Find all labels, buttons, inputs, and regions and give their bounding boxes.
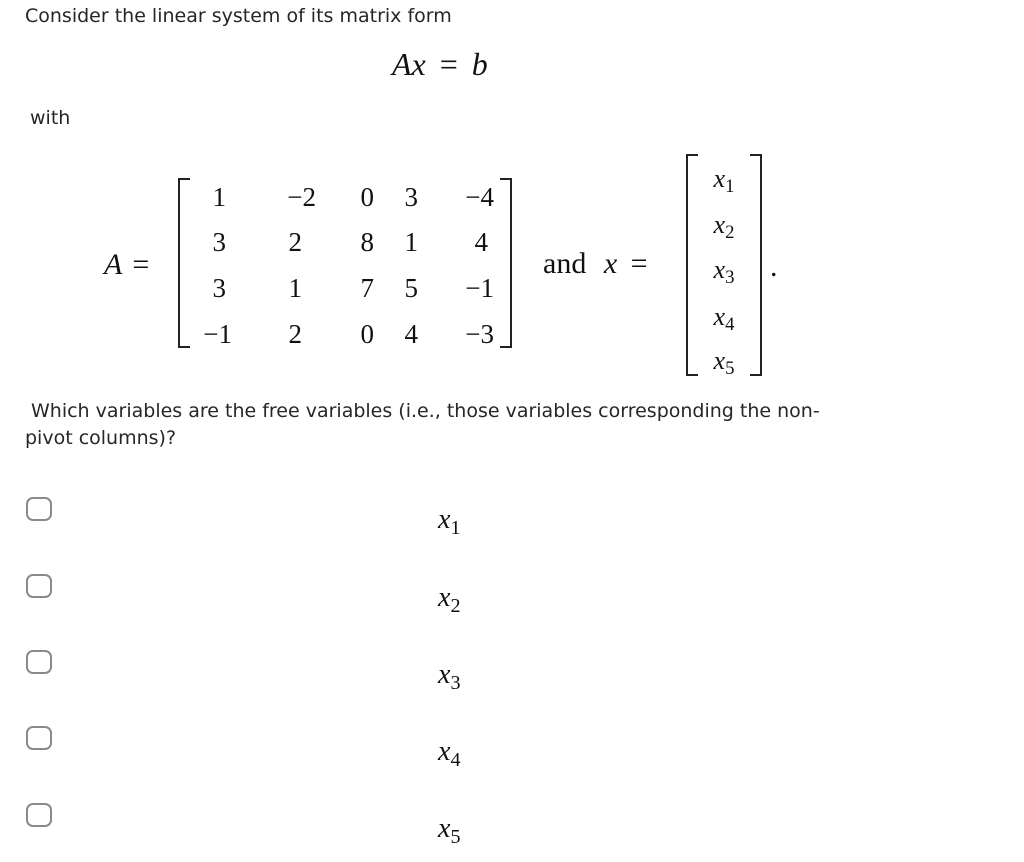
system-equation <box>392 46 488 83</box>
matrix-cell: 0 <box>360 182 374 212</box>
question-line-2: pivot columns)? <box>25 427 177 449</box>
option-label: $x_2$ <box>438 582 461 617</box>
checkbox-x1[interactable] <box>26 497 52 521</box>
matrix-cell: 4 <box>474 227 488 257</box>
option-label: $x_5$ <box>438 813 461 848</box>
vector-entry: $x_3$ <box>713 255 735 289</box>
equation-equals: = <box>439 46 458 82</box>
with-text: with <box>30 107 71 129</box>
vector-entry: $x_5$ <box>713 346 735 380</box>
intro-text: Consider the linear system of its matrix form <box>25 5 452 27</box>
option-label: $x_4$ <box>438 736 461 771</box>
option-label: $x_1$ <box>438 504 461 539</box>
matrix-cell: −1 <box>465 273 494 303</box>
matrix-cell: −1 <box>203 319 232 349</box>
matrix-label: A = <box>104 248 150 281</box>
matrix-cell: 3 <box>404 182 418 212</box>
matrix-cell: 0 <box>360 319 374 349</box>
option-x5[interactable] <box>26 803 726 848</box>
and-x-equals <box>543 247 648 281</box>
equation-x: x <box>411 46 426 82</box>
x-equals: = <box>630 247 648 280</box>
matrix-cell: 7 <box>360 273 374 303</box>
matrix-cell: 2 <box>288 227 302 257</box>
matrix-cell: 8 <box>360 227 374 257</box>
checkbox-x4[interactable] <box>26 726 52 750</box>
option-x3[interactable] <box>26 650 726 694</box>
matrix-cell: 4 <box>404 319 418 349</box>
vector-entry: $x_2$ <box>713 210 735 244</box>
vector-entry: $x_1$ <box>713 164 735 198</box>
option-label: $x_3$ <box>438 659 461 694</box>
equation-A: A <box>392 46 412 82</box>
matrix-A <box>178 178 512 348</box>
and-text: and <box>543 247 587 280</box>
checkbox-x5[interactable] <box>26 803 52 827</box>
option-x1[interactable] <box>26 497 726 537</box>
x-label: x <box>603 247 618 280</box>
matrix-cell: 5 <box>404 273 418 303</box>
matrix-cell: 1 <box>288 273 302 303</box>
question-text <box>25 398 1005 452</box>
matrix-cell: −4 <box>465 182 494 212</box>
matrix-cell: 2 <box>288 319 302 349</box>
checkbox-x2[interactable] <box>26 574 52 598</box>
matrix-cell: 1 <box>404 227 418 257</box>
option-x4[interactable] <box>26 726 726 771</box>
question-line-1: Which variables are the free variables (i.e., those variables corresponding the non- <box>31 400 820 422</box>
vector-entry: $x_4$ <box>713 302 735 336</box>
matrix-cell: 3 <box>212 273 226 303</box>
matrix-cell: −3 <box>465 319 494 349</box>
checkbox-x3[interactable] <box>26 650 52 674</box>
matrix-cell: −2 <box>287 182 316 212</box>
matrix-cell: 3 <box>212 227 226 257</box>
period: . <box>770 250 778 283</box>
matrix-right-bracket <box>500 178 512 348</box>
vector-x <box>686 154 762 380</box>
matrix-cell: 1 <box>212 182 226 212</box>
equation-b: b <box>471 46 488 82</box>
option-x2[interactable] <box>26 574 726 617</box>
